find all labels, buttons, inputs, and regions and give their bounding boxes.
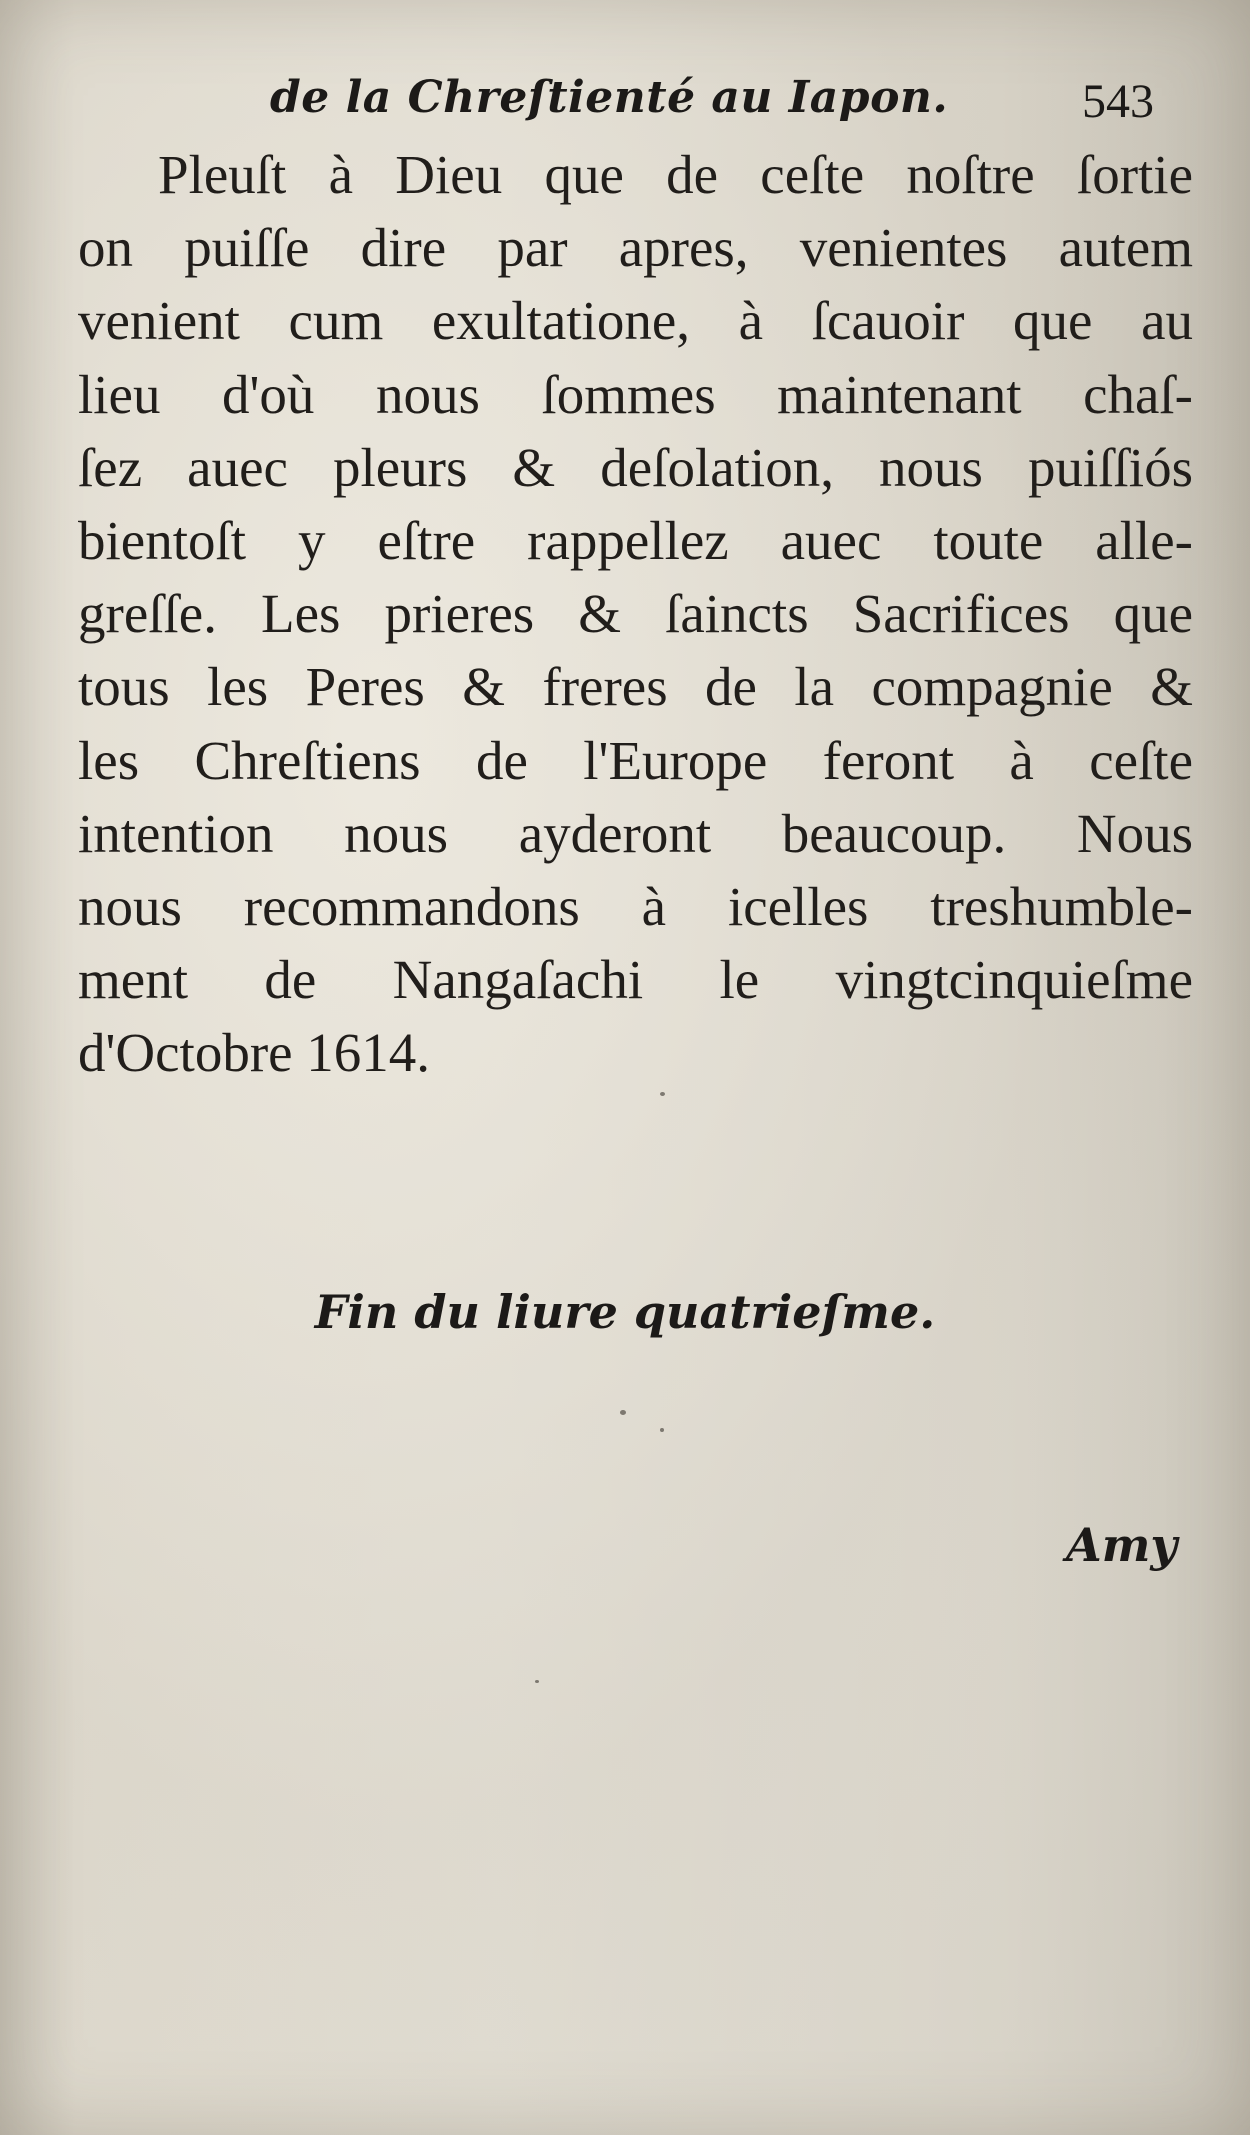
- text-line: Pleuſt à Dieu que de ceſte noſtre ſortie: [158, 144, 1193, 205]
- body-text: [78, 138, 1193, 1089]
- text-line: intention nous ayderont beaucoup. Nous: [78, 802, 1193, 864]
- text-line: on puiſſe dire par apres, venientes autem: [78, 217, 1193, 279]
- text-line: ſez auec pleurs & deſolation, nous puiſſiós: [78, 436, 1193, 498]
- text-line: venient cum exultatione, à ſcauoir que au: [78, 290, 1193, 352]
- paper-speck: [535, 1680, 539, 1683]
- text-line: bientoſt y eſtre rappellez auec toute alle-: [78, 509, 1193, 571]
- text-line: tous les Peres & freres de la compagnie &: [78, 656, 1193, 718]
- paper-speck: [620, 1410, 626, 1415]
- book-end-note: Fin du liure quatrieſme.: [314, 1285, 936, 1339]
- text-line: lieu d'où nous ſommes maintenant chaſ-: [78, 363, 1193, 425]
- text-line: d'Octobre 1614.: [78, 1022, 431, 1084]
- text-line: les Chreſtiens de l'Europe feront à ceſte: [78, 729, 1193, 791]
- catchword: Amy: [1066, 1518, 1178, 1572]
- page-number: 543: [1082, 75, 1154, 128]
- text-line: greſſe. Les prieres & ſaincts Sacrifices que: [78, 583, 1193, 645]
- paper-speck: [660, 1092, 665, 1096]
- paper-speck: [660, 1428, 664, 1432]
- running-title: de la Chreſtienté au Iapon.: [270, 72, 949, 123]
- text-line: nous recommandons à icelles treshumble-: [78, 875, 1193, 937]
- text-line: ment de Nangaſachi le vingtcinquieſme: [78, 949, 1193, 1011]
